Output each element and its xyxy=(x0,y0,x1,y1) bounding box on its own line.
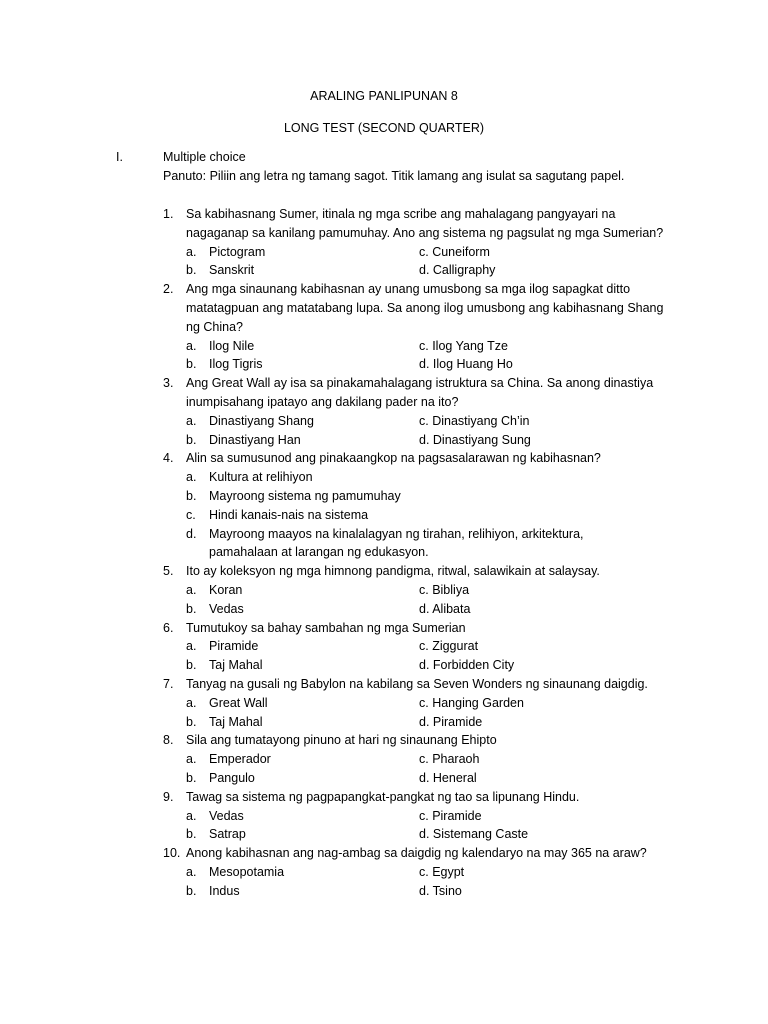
option-text: Taj Mahal xyxy=(209,714,263,729)
option-row xyxy=(0,809,768,828)
options-list xyxy=(0,245,768,283)
question-item xyxy=(0,564,768,620)
question-line xyxy=(0,621,768,640)
question-number: 3. xyxy=(163,376,174,391)
option-letter: a. xyxy=(186,695,197,710)
question-line xyxy=(0,846,768,865)
option-letter: a. xyxy=(186,413,197,428)
option-letter: a. xyxy=(186,338,197,353)
option-row xyxy=(0,357,768,376)
options-list xyxy=(0,583,768,621)
question-line xyxy=(0,733,768,752)
question-number: 4. xyxy=(163,451,174,466)
option-row xyxy=(0,884,768,903)
options-list xyxy=(0,865,768,903)
options-list xyxy=(0,639,768,677)
option-row xyxy=(0,527,768,546)
option-right: c. Ilog Yang Tze xyxy=(419,338,508,353)
option-letter: b. xyxy=(186,770,197,785)
question-text: ng China? xyxy=(186,319,243,334)
option-text: Pictogram xyxy=(209,244,266,259)
question-line xyxy=(0,451,768,470)
option-right: d. Dinastiyang Sung xyxy=(419,432,531,447)
document-title: ARALING PANLIPUNAN 8 xyxy=(310,89,458,103)
option-row xyxy=(0,865,768,884)
question-item xyxy=(0,376,768,451)
option-text: Dinastiyang Shang xyxy=(209,413,314,428)
question-number: 6. xyxy=(163,620,174,635)
option-row xyxy=(0,696,768,715)
option-right: c. Dinastiyang Ch’in xyxy=(419,413,530,428)
option-right: d. Tsino xyxy=(419,883,462,898)
option-right: d. Forbidden City xyxy=(419,658,515,673)
option-row xyxy=(0,545,768,564)
directions-text: Panuto: Piliin ang letra ng tamang sagot. Titik lamang ang isulat sa sagutang papel. xyxy=(163,169,625,183)
option-text: Mayroong sistema ng pamumuhay xyxy=(209,488,401,503)
option-text: Ilog Tigris xyxy=(209,357,263,372)
question-text: inumpisahang ipatayo ang dakilang pader na ito? xyxy=(186,394,459,409)
option-text: pamahalaan at larangan ng edukasyon. xyxy=(209,545,429,560)
option-row xyxy=(0,715,768,734)
option-text: Pangulo xyxy=(209,770,255,785)
option-letter: a. xyxy=(186,752,197,767)
option-row xyxy=(0,489,768,508)
option-text: Piramide xyxy=(209,639,259,654)
question-line xyxy=(0,226,768,245)
question-text: Tumutukoy sa bahay sambahan ng mga Sumerian xyxy=(186,620,466,635)
option-letter: c. xyxy=(186,507,196,522)
option-row xyxy=(0,245,768,264)
question-item xyxy=(0,733,768,789)
option-right: c. Hanging Garden xyxy=(419,695,524,710)
option-text: Vedas xyxy=(209,808,244,823)
option-row xyxy=(0,508,768,527)
option-text: Mayroong maayos na kinalalagyan ng tirahan, relihiyon, arkitektura, xyxy=(209,526,584,541)
option-row xyxy=(0,602,768,621)
option-row xyxy=(0,771,768,790)
question-line xyxy=(0,376,768,395)
option-text: Satrap xyxy=(209,827,246,842)
option-right: c. Egypt xyxy=(419,864,465,879)
question-text: matatagpuan ang matatabang lupa. Sa anong ilog umusbong ang kabihasnang Shang xyxy=(186,300,664,315)
options-list xyxy=(0,752,768,790)
options-list xyxy=(0,696,768,734)
option-text: Ilog Nile xyxy=(209,338,255,353)
question-number: 7. xyxy=(163,676,174,691)
question-text: Ang Great Wall ay isa sa pinakamahalagang istruktura sa China. Sa anong dinastiya xyxy=(186,376,654,391)
option-text: Hindi kanais-nais na sistema xyxy=(209,507,369,522)
option-row xyxy=(0,583,768,602)
question-text: Anong kabihasnan ang nag-ambag sa daigdig ng kalendaryo na may 365 na araw? xyxy=(186,846,647,861)
option-text: Mesopotamia xyxy=(209,864,285,879)
question-line xyxy=(0,301,768,320)
question-line xyxy=(0,790,768,809)
option-row xyxy=(0,470,768,489)
option-text: Taj Mahal xyxy=(209,658,263,673)
option-text: Kultura at relihiyon xyxy=(209,470,313,485)
question-line xyxy=(0,395,768,414)
question-item xyxy=(0,282,768,376)
question-line xyxy=(0,564,768,583)
option-letter: b. xyxy=(186,658,197,673)
question-number: 1. xyxy=(163,207,174,221)
option-right: c. Piramide xyxy=(419,808,482,823)
option-row xyxy=(0,827,768,846)
document-subtitle: LONG TEST (SECOND QUARTER) xyxy=(283,121,485,135)
options-list xyxy=(0,414,768,452)
option-text: Sanskrit xyxy=(209,263,255,278)
option-right: d. Sistemang Caste xyxy=(419,827,529,842)
option-right: c. Ziggurat xyxy=(419,639,479,654)
option-right: d. Heneral xyxy=(419,770,477,785)
question-number: 8. xyxy=(163,733,174,748)
option-letter: a. xyxy=(186,582,197,597)
option-letter: b. xyxy=(186,357,197,372)
question-text: nagaganap sa kanilang pamumuhay. Ano ang sistema ng pagsulat ng mga Sumerian? xyxy=(186,225,664,240)
option-text: Great Wall xyxy=(209,695,268,710)
question-text: Alin sa sumusunod ang pinakaangkop na pagsasalarawan ng kabihasnan? xyxy=(186,451,601,466)
option-letter: b. xyxy=(186,488,197,503)
options-list xyxy=(0,809,768,847)
question-item xyxy=(0,451,768,564)
option-text: Indus xyxy=(209,883,240,898)
question-text: Sila ang tumatayong pinuno at hari ng sinaunang Ehipto xyxy=(186,733,497,748)
option-row xyxy=(0,752,768,771)
option-row xyxy=(0,414,768,433)
options-list xyxy=(0,470,768,564)
option-text: Emperador xyxy=(209,752,271,767)
question-text: Ang mga sinaunang kabihasnan ay unang umusbong sa mga ilog sapagkat ditto xyxy=(186,282,631,297)
question-text: Ito ay koleksyon ng mga himnong pandigma, ritwal, salawikain at salaysay. xyxy=(186,564,600,579)
question-list xyxy=(0,207,768,902)
option-right: c. Pharaoh xyxy=(419,752,480,767)
option-row xyxy=(0,263,768,282)
option-letter: a. xyxy=(186,244,197,259)
section-number: I. xyxy=(116,150,123,164)
option-letter: a. xyxy=(186,864,197,879)
question-item xyxy=(0,846,768,902)
option-row xyxy=(0,658,768,677)
question-line xyxy=(0,207,768,226)
question-number: 5. xyxy=(163,564,174,579)
option-text: Dinastiyang Han xyxy=(209,432,301,447)
option-text: Koran xyxy=(209,582,243,597)
option-letter: b. xyxy=(186,827,197,842)
option-letter: b. xyxy=(186,263,197,278)
section-title: Multiple choice xyxy=(163,150,246,164)
option-letter: b. xyxy=(186,601,197,616)
question-text: Tanyag na gusali ng Babylon na kabilang sa Seven Wonders ng sinaunang daigdig. xyxy=(186,676,648,691)
question-text: Sa kabihasnang Sumer, itinala ng mga scribe ang mahalagang pangyayari na xyxy=(186,207,616,221)
options-list xyxy=(0,339,768,377)
option-right: d. Alibata xyxy=(419,601,471,616)
option-right: d. Ilog Huang Ho xyxy=(419,357,513,372)
option-row xyxy=(0,639,768,658)
question-item xyxy=(0,621,768,677)
option-letter: a. xyxy=(186,470,197,485)
question-line xyxy=(0,677,768,696)
question-line xyxy=(0,320,768,339)
question-item xyxy=(0,207,768,282)
option-letter: b. xyxy=(186,714,197,729)
question-number: 10. xyxy=(163,846,181,861)
option-row xyxy=(0,339,768,358)
option-letter: b. xyxy=(186,432,197,447)
question-number: 9. xyxy=(163,789,174,804)
option-row xyxy=(0,433,768,452)
option-letter: b. xyxy=(186,883,197,898)
question-text: Tawag sa sistema ng pagpapangkat-pangkat ng tao sa lipunang Hindu. xyxy=(186,789,580,804)
option-right: c. Cuneiform xyxy=(419,244,490,259)
option-right: d. Piramide xyxy=(419,714,483,729)
question-number: 2. xyxy=(163,282,174,297)
option-right: d. Calligraphy xyxy=(419,263,496,278)
option-right: c. Bibliya xyxy=(419,582,470,597)
option-letter: a. xyxy=(186,808,197,823)
option-text: Vedas xyxy=(209,601,244,616)
question-line xyxy=(0,282,768,301)
option-letter: a. xyxy=(186,639,197,654)
option-letter: d. xyxy=(186,526,197,541)
question-item xyxy=(0,677,768,733)
question-item xyxy=(0,790,768,846)
